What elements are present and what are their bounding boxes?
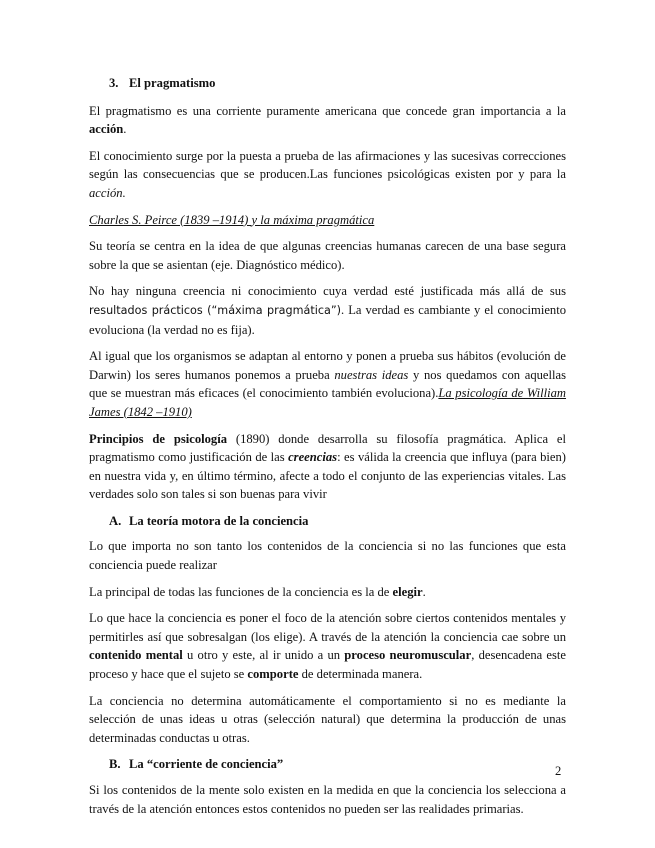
paragraph-6-bold-italic: creencias [288, 450, 338, 465]
subheading-b-letter: B. [109, 757, 121, 772]
paragraph-9-bold-1: contenido mental [89, 648, 183, 663]
section-title: El pragmatismo [129, 76, 216, 90]
paragraph-2-text: El conocimiento surge por la puesta a prueba de las afirmaciones y las sucesivas correcciones según las consecuencias que se producen.Las funciones psicológicas existen por y para la [89, 148, 566, 182]
subheading-a [109, 512, 566, 531]
paragraph-6 [89, 430, 566, 504]
paragraph-4-text: No hay ninguna creencia ni conocimiento cuya verdad esté justificada más allá de sus [89, 284, 566, 299]
section-heading [109, 74, 566, 93]
paragraph-9-text-1: Lo que hace la conciencia es poner el foco de la atención sobre ciertos contenidos mentales y permitirles así que sobresalgan (los elige). A través de la atención la conciencia cae sobre un [89, 611, 566, 644]
page-number: 2 [555, 764, 562, 778]
paragraph-4 [89, 282, 566, 339]
paragraph-2 [89, 147, 566, 203]
paragraph-4-pragmatic-maxim: resultados prácticos (“máxima pragmática”) [89, 303, 342, 317]
paragraph-6-bold: Principios de psicología [89, 431, 228, 446]
paragraph-11: Si los contenidos de la mente solo existen en la medida en que la conciencia los selecciona a través de la atención entonces estos contenidos no pueden ser las realidades primarias. [89, 783, 566, 816]
subtitle-peirce: Charles S. Peirce (1839 –1914) y la máxima pragmática [89, 212, 375, 227]
paragraph-5 [89, 347, 566, 421]
paragraph-5-italic: nuestras ideas [334, 367, 409, 382]
paragraph-9-text-3: , desencadena este proceso y hace que el sujeto se [89, 648, 567, 682]
subheading-a-letter: A. [109, 513, 122, 528]
paragraph-9 [89, 609, 566, 683]
paragraph-10: La conciencia no determina automáticamente el comportamiento si no es mediante la selección de unas ideas u otras (selección natural) que determina la producción de unas determinadas conductas u otras. [89, 693, 566, 745]
paragraph-2-italic: acción. [89, 185, 126, 200]
subheading-b-title: La “corriente de conciencia” [129, 757, 284, 772]
paragraph-6-end: : es válida la creencia que influya (para bien) en nuestra vida y, en último término, afecte a todo el conjunto de las experiencias vitales. Las verdades solo son tales si son buenas para vivir [89, 450, 566, 502]
paragraph-4-end: . La verdad es cambiante y el conocimiento evoluciona (la verdad no es fija). [89, 302, 566, 337]
paragraph-9-text-2: u otro y este, al ir unido a un [182, 648, 345, 663]
paragraph-9-bold-2: proceso neuromuscular [344, 648, 472, 663]
paragraph-8-bold: elegir [392, 584, 423, 599]
section-number: 3. [109, 76, 119, 90]
paragraph-1-bold: acción [89, 122, 124, 137]
subheading-a-title: La teoría motora de la conciencia [129, 513, 309, 528]
paragraph-5-text: Al igual que los organismos se adaptan al entorno y ponen a prueba sus hábitos (evolución de Darwin) los seres humanos ponemos a prueba [89, 349, 566, 382]
paragraph-3: Su teoría se centra en la idea de que algunas creencias humanas carecen de una base segura sobre la que se asientan (eje. Diagnóstico médico). [89, 239, 566, 272]
subheading-b [109, 755, 566, 774]
paragraph-8-end: . [422, 584, 426, 599]
subtitle-james: La psicología de William James (1842 –1910) [89, 386, 567, 419]
paragraph-6-text: (1890) donde desarrolla su filosofía pragmática. Aplica el pragmatismo como justificación de las [89, 431, 566, 465]
paragraph-9-bold-3: comporte [247, 667, 299, 682]
paragraph-7: Lo que importa no son tanto los contenidos de la conciencia si no las funciones que esta conciencia puede realizar [89, 539, 566, 573]
paragraph-5-mid: y nos quedamos con aquellas que se muestran más eficaces (el conocimiento también evoluciona). [89, 367, 567, 401]
paragraph-1 [89, 102, 566, 139]
page-content [89, 74, 566, 826]
paragraph-8-text: La principal de todas las funciones de la conciencia es la de [89, 584, 393, 599]
paragraph-8 [89, 583, 566, 602]
paragraph-1-end: . [123, 122, 127, 137]
paragraph-1-text: El pragmatismo es una corriente puramente americana que concede gran importancia a la [89, 103, 566, 118]
paragraph-9-text-4: de determinada manera. [298, 667, 423, 682]
